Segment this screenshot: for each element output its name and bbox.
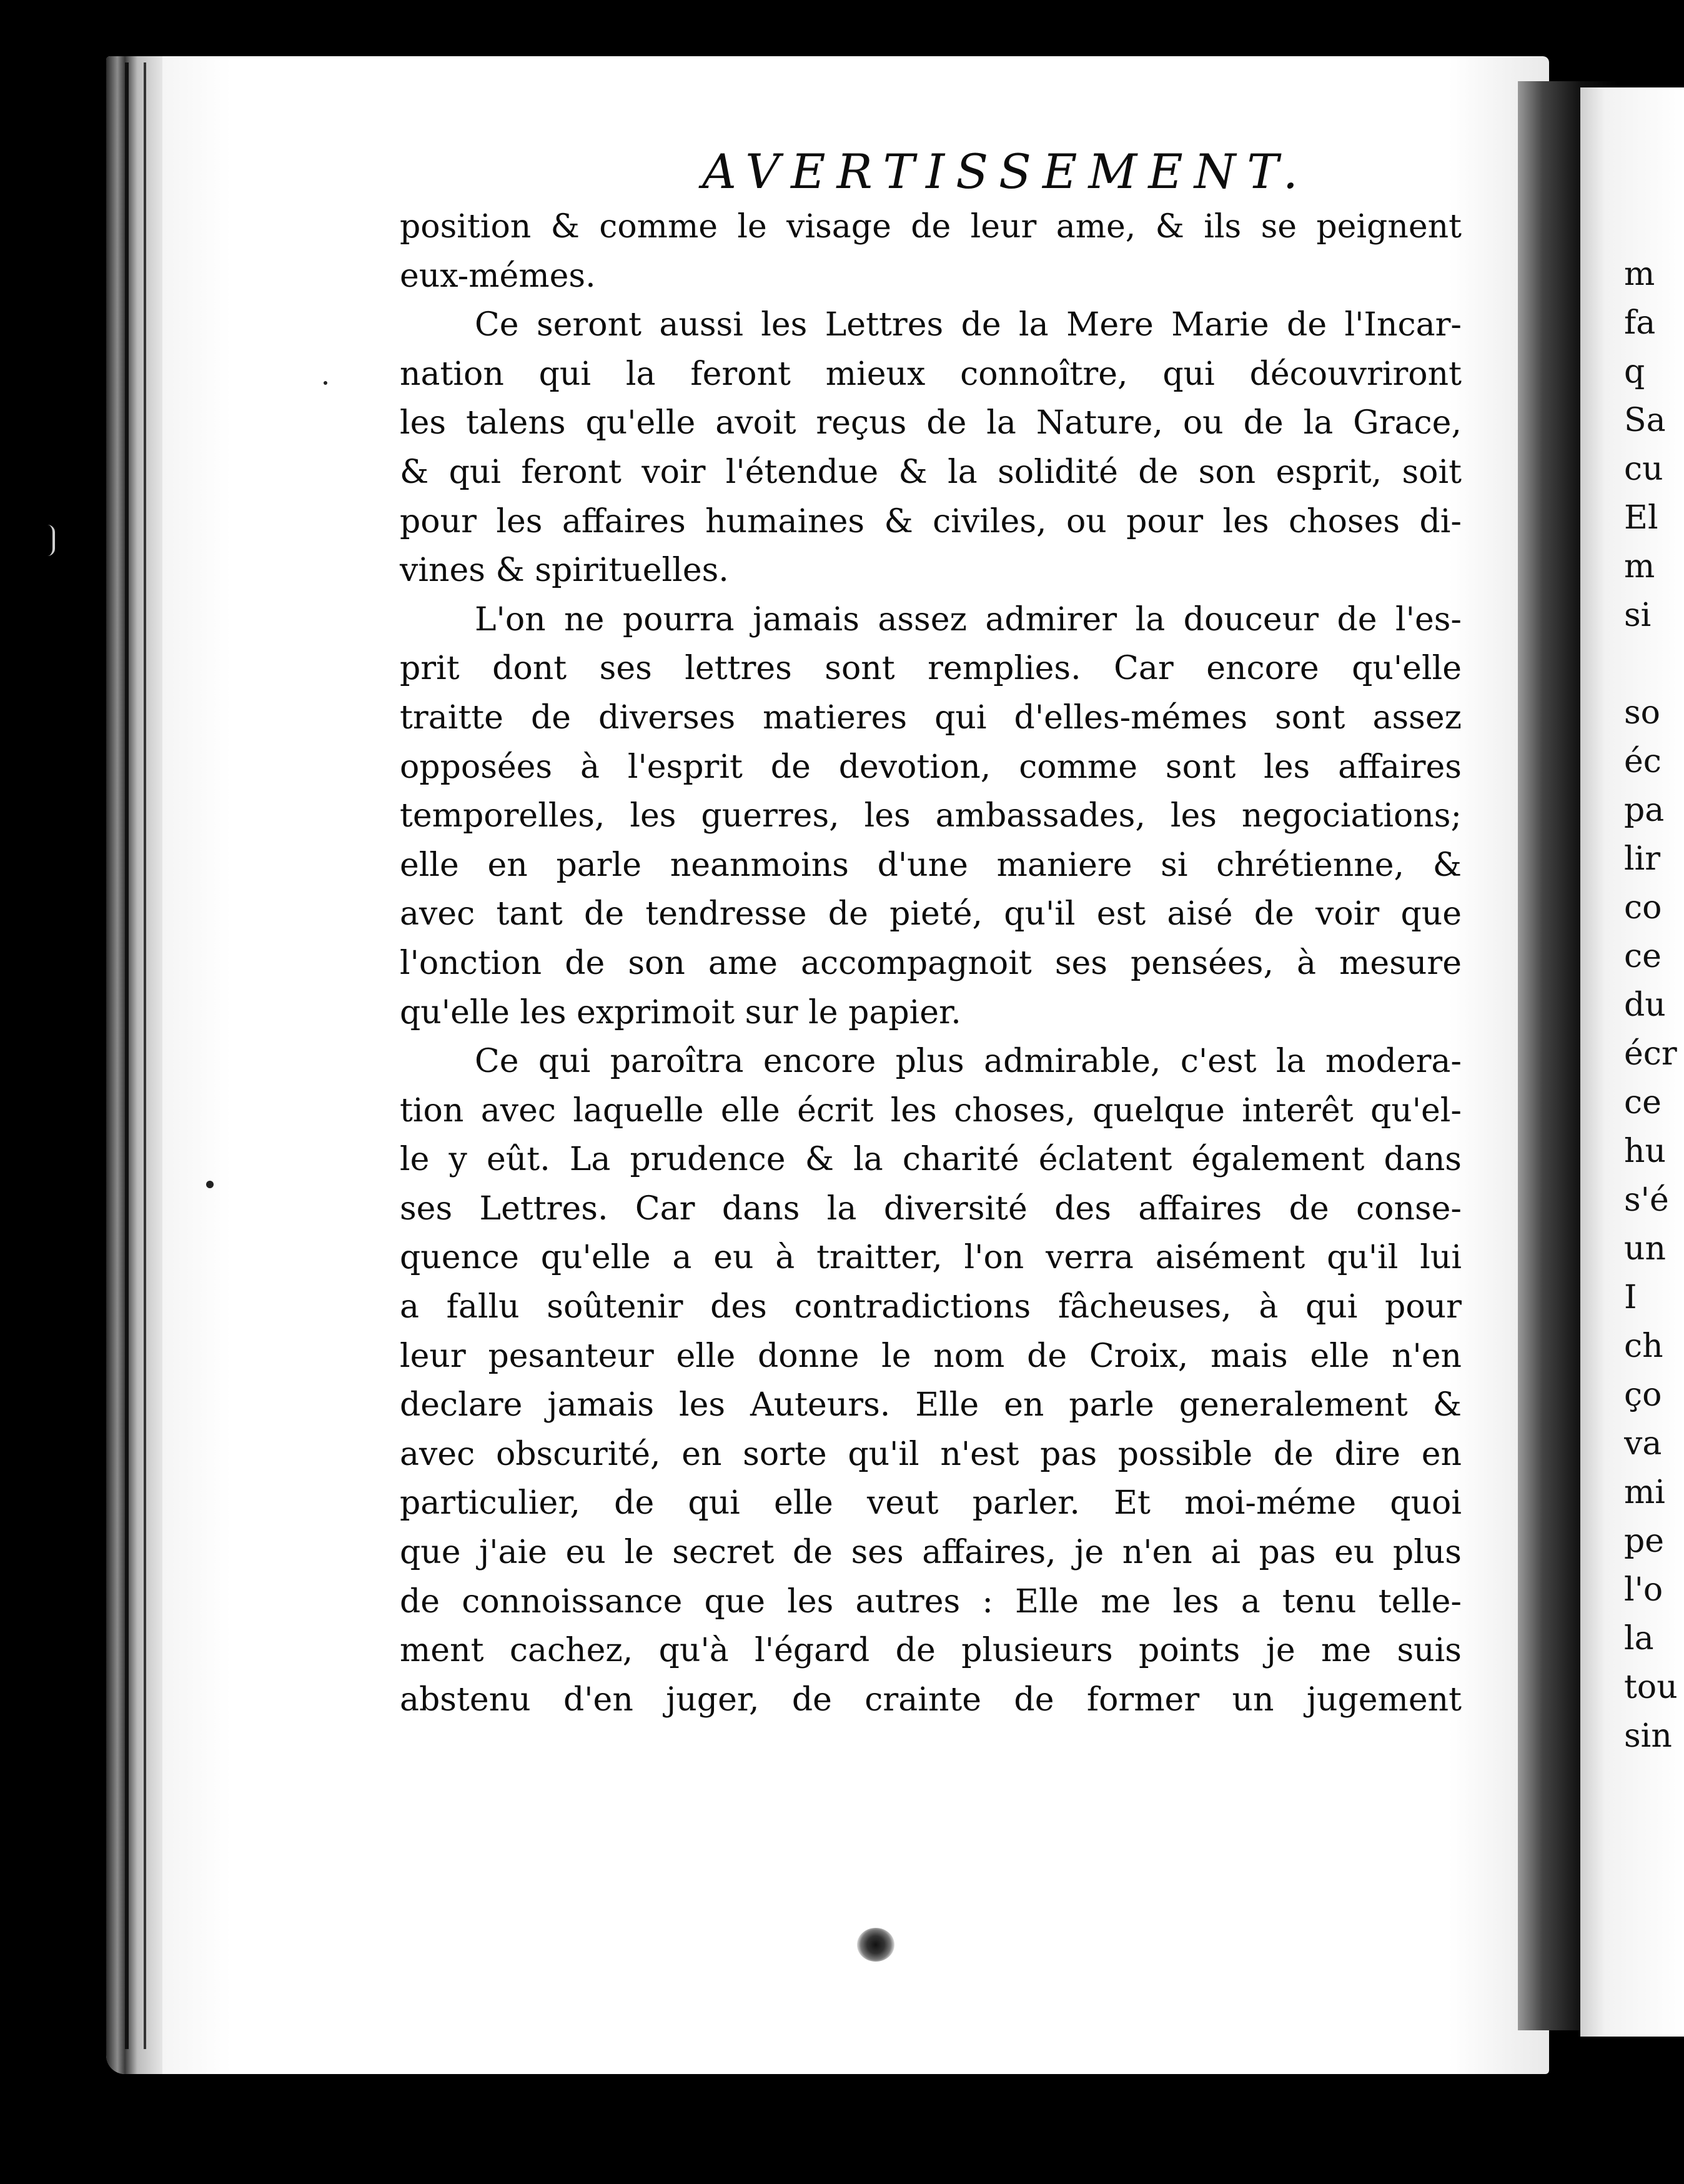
- right-page-fragment: fa: [1624, 304, 1656, 342]
- text-line: ment cachez, qu'à l'égard de plusieurs points je me suis: [400, 1632, 1462, 1670]
- text-line: le y eût. La prudence & la charité éclatent également dans: [400, 1141, 1462, 1179]
- text-line: leur pesanteur elle donne le nom de Croix, mais elle n'en: [400, 1337, 1462, 1375]
- page-binding-gutter: [106, 56, 162, 2074]
- right-page-fragment: El: [1624, 499, 1658, 537]
- right-page-fragment: éc: [1624, 743, 1662, 780]
- ink-speck: [324, 381, 327, 385]
- binding-edge-line: [125, 62, 129, 2049]
- right-page-fragment: tou: [1624, 1669, 1678, 1706]
- right-page-fragment: q: [1624, 353, 1645, 390]
- right-page-fragment: la: [1624, 1620, 1654, 1657]
- right-page-fragment: hu: [1624, 1133, 1666, 1170]
- right-page-fragment: du: [1624, 986, 1666, 1024]
- text-line: position & comme le visage de leur ame, & ils se peignent: [400, 208, 1462, 246]
- text-line: de connoissance que les autres : Elle me les a tenu telle-: [400, 1582, 1462, 1621]
- right-page-fragment: pa: [1624, 792, 1665, 829]
- right-page-fragment: ce: [1624, 938, 1662, 975]
- right-page-fragment: ce: [1624, 1084, 1662, 1121]
- text-line: particulier, de qui elle veut parler. Et moi-méme quoi: [400, 1484, 1462, 1522]
- text-line: eux-mémes.: [400, 257, 596, 295]
- text-line: abstenu d'en juger, de crainte de former un jugement: [400, 1680, 1462, 1719]
- right-page-fragment: va: [1624, 1425, 1662, 1462]
- right-page-fragment: I: [1624, 1279, 1637, 1316]
- right-page-fragment: ço: [1624, 1376, 1662, 1414]
- right-page-fragment: si: [1624, 597, 1652, 634]
- text-line: prit dont ses lettres sont remplies. Car encore qu'elle: [400, 650, 1462, 688]
- ink-speck: [206, 1181, 214, 1188]
- right-page-text-fragments: [1624, 250, 1684, 1760]
- text-line: declare jamais les Auteurs. Elle en parle generalement &: [400, 1386, 1462, 1424]
- right-page-fragment: l'o: [1624, 1571, 1663, 1609]
- right-page-fragment: mi: [1624, 1474, 1665, 1511]
- text-line: Ce qui paroîtra encore plus admirable, c'est la modera-: [475, 1043, 1462, 1081]
- binding-edge-line: [144, 62, 146, 2049]
- text-line: elle en parle neanmoins d'une maniere si chrétienne, &: [400, 846, 1462, 884]
- right-page-fragment: ch: [1624, 1328, 1663, 1365]
- text-line: Ce seront aussi les Lettres de la Mere Marie de l'Incar-: [475, 306, 1462, 344]
- ornament-mark: [857, 1928, 894, 1962]
- right-page-fragment: m: [1624, 256, 1655, 293]
- running-head: AVERTISSEMENT.: [702, 144, 1309, 199]
- right-page-fragment: co: [1624, 889, 1662, 926]
- body-text: [400, 202, 1462, 1724]
- right-page-fragment: m: [1624, 548, 1655, 585]
- text-line: ses Lettres. Car dans la diversité des affaires de conse-: [400, 1189, 1462, 1228]
- text-line: avec tant de tendresse de pieté, qu'il est aisé de voir que: [400, 895, 1462, 933]
- text-line: tion avec laquelle elle écrit les choses, quelque interêt qu'el-: [400, 1091, 1462, 1129]
- text-line: & qui feront voir l'étendue & la solidité de son esprit, soit: [400, 453, 1462, 491]
- text-line: temporelles, les guerres, les ambassades, les negociations;: [400, 797, 1462, 835]
- right-page-fragment: sin: [1624, 1717, 1672, 1755]
- text-line: que j'aie eu le secret de ses affaires, je n'en ai pas eu plus: [400, 1534, 1462, 1572]
- text-line: avec obscurité, en sorte qu'il n'est pas possible de dire en: [400, 1435, 1462, 1473]
- text-line: a fallu soûtenir des contradictions fâcheuses, à qui pour: [400, 1288, 1462, 1326]
- text-line: pour les affaires humaines & civiles, ou pour les choses di-: [400, 502, 1462, 540]
- right-page-fragment: un: [1624, 1230, 1666, 1268]
- page-text-block: [400, 144, 1462, 1724]
- text-line: qu'elle les exprimoit sur le papier.: [400, 993, 961, 1031]
- text-line: nation qui la feront mieux connoître, qui découvriront: [400, 355, 1462, 393]
- right-page-fragment: s'é: [1624, 1181, 1669, 1219]
- right-page-fragment: Sa: [1624, 402, 1666, 439]
- text-line: les talens qu'elle avoit reçus de la Nature, ou de la Grace,: [400, 404, 1462, 442]
- text-line: L'on ne pourra jamais assez admirer la douceur de l'es-: [475, 600, 1462, 638]
- text-line: traitte de diverses matieres qui d'elles-mémes sont assez: [400, 698, 1462, 737]
- right-page-fragment: lir: [1624, 840, 1661, 878]
- text-line: vines & spirituelles.: [400, 552, 729, 590]
- right-page-fragment: écr: [1624, 1035, 1677, 1073]
- text-line: l'onction de son ame accompagnoit ses pensées, à mesure: [400, 944, 1462, 982]
- text-line: quence qu'elle a eu à traitter, l'on verra aisément qu'il lui: [400, 1239, 1462, 1277]
- right-page-fragment: pe: [1624, 1522, 1665, 1560]
- page-edge-mark: [47, 525, 55, 556]
- right-page-fragment: so: [1624, 694, 1660, 732]
- right-page-fragment: [1624, 640, 1684, 688]
- text-line: opposées à l'esprit de devotion, comme sont les affaires: [400, 748, 1462, 786]
- right-page-fragment: cu: [1624, 450, 1663, 488]
